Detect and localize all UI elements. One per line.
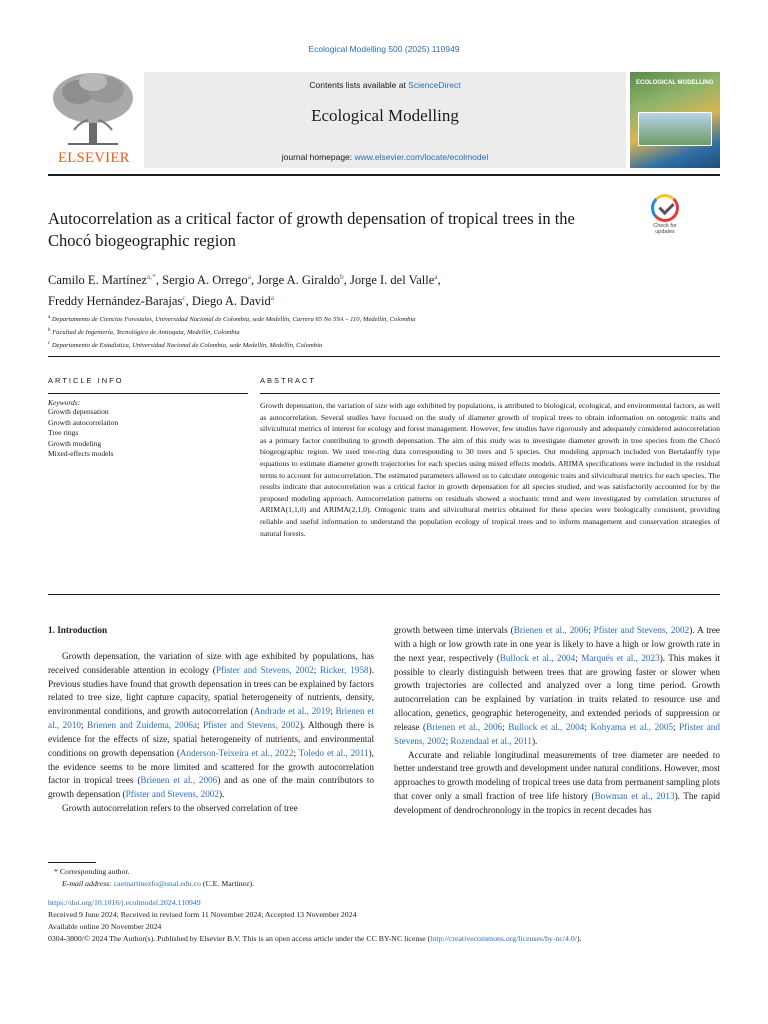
article-title: Autocorrelation as a critical factor of growth depensation of tropical trees in the Chocó biogeographic region	[48, 209, 575, 250]
elsevier-tree-icon	[48, 70, 138, 148]
body-column-left	[48, 624, 374, 816]
info-rule	[48, 393, 248, 394]
body-paragraph: Growth autocorrelation refers to the observed correlation of tree	[62, 803, 298, 814]
author-affiliation-marker[interactable]: b	[340, 272, 344, 281]
email-link[interactable]: caemartinezfo@unal.edu.co	[113, 879, 201, 888]
keywords-label: Keywords:	[48, 398, 81, 407]
author-affiliation-marker[interactable]: c	[182, 293, 186, 303]
sciencedirect-link[interactable]: ScienceDirect	[408, 80, 461, 90]
citation-link[interactable]: Pfister and Stevens, 2002	[125, 789, 219, 800]
citation-link[interactable]: Pfister and Stevens, 2002	[593, 625, 690, 635]
citation-link[interactable]: Brienen et al., 2010	[48, 706, 375, 731]
article-info-heading: ARTICLE INFO	[48, 376, 124, 385]
citation-link[interactable]: Rozendaal et al., 2011	[450, 735, 532, 746]
article-info	[48, 376, 248, 460]
footnote-rule	[48, 862, 96, 863]
abstract-rule	[260, 393, 720, 394]
check-updates-icon	[651, 194, 679, 222]
journal-title: Ecological Modelling	[311, 106, 459, 125]
elsevier-logo[interactable]	[48, 70, 140, 170]
body-paragraph: Accurate and reliable longitudinal measurements of tree diameter are needed to better understand tree growth and development under natural conditions. However, most approaches to growth modeling of tropical trees use data from permanent sampling plots that cover only a small fraction of tree life history (Bowman et al., 2013). The rapid development of dendrochronology in the tropics in recent decades has	[394, 749, 721, 815]
author-affiliation-marker[interactable]: a	[434, 272, 438, 281]
keyword-item[interactable]: Tree rings	[48, 428, 79, 437]
body-paragraph: growth between time intervals (Brienen et al., 2006; Pfister and Stevens, 2002). A tree with a high or low growth rate in one year is likely to have a high or low growth rate in the next year, respectively (Bullock et al., 2004; Marqués et al., 2023). This makes it possible to clearly distinguish between trees that are growing faster or slower when growth trajectories are collected and analyzed over a long time period. Growth autocorrelation can be explained by variation in traits related to resource use and allocation, genetics, geographic heterogeneity, and extended periods of suppression or release (Brienen et al., 2006; Bullock et al., 2004; Kohyama et al., 2005; Pfister and Stevens, 2002; Rozendaal et al., 2011).	[394, 625, 720, 746]
check-for-updates-button[interactable]	[646, 194, 684, 235]
author-name[interactable]: Jorge A. Giraldo	[257, 273, 341, 288]
citation-link[interactable]: Pfister and Stevens, 2002	[394, 721, 720, 746]
author-name[interactable]: Diego A. David	[191, 294, 271, 309]
email-suffix: (C.E. Martínez).	[200, 879, 255, 888]
affiliation-text: Departamento de Estadística, Universidad Nacional de Colombia, sede Medellín, Medellín, Colombia	[51, 342, 323, 350]
footnotes	[48, 862, 720, 890]
affiliation-marker: a	[48, 315, 51, 320]
available-online: Available online 20 November 2024	[48, 922, 162, 931]
citation-link[interactable]: Brienen and Zuidema, 2006a	[86, 720, 197, 731]
corresponding-mark: *	[54, 867, 58, 876]
keyword-item[interactable]: Mixed-effects models	[48, 449, 114, 458]
homepage-link[interactable]: www.elsevier.com/locate/ecolmodel	[354, 152, 489, 162]
publication-meta	[48, 897, 720, 945]
keyword-list	[48, 407, 248, 460]
affiliation-list	[48, 312, 708, 352]
body-paragraph: Growth depensation, the variation of size with age exhibited by populations, has received considerable attention in ecology (Pfister and Stevens, 2002; Ricker, 1958). Previous studies have found that growth depensation in trees can be explained by factors related to tree size, light capture capacity, spatial heterogeneity of nutrients, density, environmental conditions, and growth autocorrelation (Andrade et al., 2019; Brienen et al., 2010; Brienen and Zuidema, 2006a; Pfister and Stevens, 2002). Although there is evidence for the effects of size, spatial heterogeneity of nutrients, and environmental conditions on growth depensation (Anderson-Teixeira et al., 2022; Toledo et al., 2011), the evidence seems to be more limited and scattered for the growth autocorrelation factor in tropical trees (Brienen et al., 2006) and as one of the main contributors to growth depensation (Pfister and Stevens, 2002).	[48, 650, 375, 800]
corresponding-text: Corresponding author.	[59, 867, 130, 876]
license-prefix: 0304-3800/© 2024 The Author(s). Published by Elsevier B.V. This is an open access article under the CC BY-NC license (	[48, 934, 431, 943]
citation-link[interactable]: Marqués et al., 2023	[581, 652, 660, 663]
citation-link[interactable]: Bowman et al., 2013	[594, 791, 675, 802]
author-line-1: Camilo E. Martínez$^{a,*}$, Sergio A. Orrego$^a$, Jorge A. Giraldo$^b$, Jorge I. del Valle$^a$,	[48, 272, 441, 288]
citation-link[interactable]: Brienen et al., 2006	[140, 775, 218, 786]
citation-link[interactable]: Toledo et al., 2011	[298, 747, 369, 758]
license-suffix: ).	[576, 934, 582, 943]
citation-link[interactable]: Anderson-Teixeira et al., 2022	[179, 747, 294, 758]
corresponding-author-note	[48, 866, 720, 878]
section-heading-introduction: 1. Introduction	[48, 625, 108, 635]
affiliation-marker: c	[48, 341, 51, 347]
license-statement	[48, 933, 720, 945]
keyword-item[interactable]: Growth autocorrelation	[48, 417, 119, 427]
journal-banner	[144, 72, 626, 168]
cover-title: ECOLOGICAL MODELLING	[636, 80, 714, 86]
author-affiliation-marker[interactable]: a	[247, 272, 252, 281]
citation-link[interactable]: Pfister and Stevens, 2002	[215, 664, 314, 675]
affiliation-item	[48, 312, 708, 325]
email-note	[48, 878, 720, 890]
homepage-line	[144, 152, 626, 162]
masthead-rule	[48, 174, 720, 176]
license-link[interactable]: http://creativecommons.org/licenses/by-nc/4.0/	[430, 934, 577, 943]
affiliation-text: Facultad de Ingeniería, Tecnológico de Antioquia, Medellín, Colombia	[52, 329, 240, 337]
citation-link[interactable]: Bullock et al., 2004	[508, 721, 585, 732]
header-rule	[48, 356, 720, 357]
author-affiliation-marker[interactable]: a,*	[146, 272, 156, 281]
contents-prefix: Contents lists available at	[309, 80, 409, 90]
left-paragraphs	[48, 650, 374, 816]
affiliation-item	[48, 338, 708, 351]
citation-link[interactable]: Ricker, 1958	[320, 664, 369, 675]
abstract-text: Growth depensation, the variation of size with age exhibited by populations, is attributed to biological, ecological, and environmental factors, as well as autocorrelation. Several studies have focused on the study of diameter growth of tropical trees to obtain information on ontogenic traits and silvicultural metrics of interest for ecology and forest management. However, few studies have rigorously and adequately considered autocorrelation as a primary factor contributing to growth depensation. The aim of this study was to investigate diameter growth in tree species from the Chocó biogeographic region. We used tree-ring data corresponding to 30 trees and 5 species. Our modeling approach included von Bertalanffy type equations to estimate diameter growth trajectories for each species using mixed effects models. ARIMA specifications were included in the residual terms to account for autocorrelation. The estimated parameters allowed us to calculate ontogenic traits and silvicultural metrics for each species. The results indicate that autocorrelation was a critical factor in growth depensation for all species studied, and was satisfactorily accounted for by the proposed modeling approach. Autocorrelation patterns on residuals showed a stochastic trend and were investigated by correlation structures of ARIMA(1,1,0) and ARIMA(2,1,0). Ontogenic traits and silvicultural metrics obtained for these species were biologically consistent, providing reliable and useful information to understand the population ecology of tropical trees and to inform management and conservation strategies of natural forests.	[260, 401, 720, 538]
author-name[interactable]: Jorge I. del Valle	[350, 273, 435, 288]
journal-citation-link[interactable]: Ecological Modelling 500 (2025) 110949	[308, 44, 460, 54]
citation-link[interactable]: Brienen et al., 2006	[513, 625, 589, 635]
journal-masthead	[48, 70, 720, 170]
affiliation-item	[48, 325, 708, 338]
author-name[interactable]: Sergio A. Orrego	[162, 273, 248, 288]
email-label: E-mail address:	[62, 879, 114, 888]
body-column-right	[394, 624, 720, 818]
homepage-prefix: journal homepage:	[281, 152, 355, 162]
affiliation-marker: b	[48, 328, 51, 334]
abstract-bottom-rule	[48, 594, 720, 595]
author-name[interactable]: Camilo E. Martínez	[48, 273, 147, 288]
received-dates: Received 9 June 2024; Received in revised form 11 November 2024; Accepted 13 November 2024	[48, 910, 357, 919]
cover-photo	[638, 112, 712, 146]
citation-link[interactable]: Kohyama et al., 2005	[590, 721, 674, 732]
contents-line	[144, 80, 626, 90]
affiliation-text: Departamento de Ciencias Forestales, Universidad Nacional de Colombia, sede Medellín, Carrera 65 No 59A – 110, Medellín, Colombia	[51, 316, 416, 324]
author-affiliation-marker[interactable]: a	[270, 293, 275, 303]
doi-link[interactable]: https://doi.org/10.1016/j.ecolmodel.2024.110949	[48, 898, 201, 907]
citation-link[interactable]: Brienen et al., 2006	[426, 721, 503, 732]
keyword-item[interactable]: Growth depensation	[48, 407, 109, 416]
citation-link[interactable]: Pfister and Stevens, 2002	[202, 720, 300, 731]
right-paragraphs	[394, 624, 720, 818]
journal-cover-thumbnail[interactable]	[630, 72, 720, 168]
abstract	[260, 376, 720, 539]
author-name[interactable]: Freddy Hernández-Barajas	[48, 294, 183, 309]
author-line-2: Freddy Hernández-Barajas$^c$, Diego A. David$^a$	[48, 293, 275, 309]
citation-link[interactable]: Andrade et al., 2019	[253, 706, 331, 717]
publisher-wordmark: ELSEVIER	[58, 150, 130, 166]
citation-link[interactable]: Bullock et al., 2004	[499, 652, 576, 663]
abstract-heading: ABSTRACT	[260, 376, 317, 385]
keyword-item[interactable]: Growth modeling	[48, 438, 102, 448]
check-updates-label: Check for updates	[653, 223, 677, 236]
author-list	[48, 268, 688, 310]
